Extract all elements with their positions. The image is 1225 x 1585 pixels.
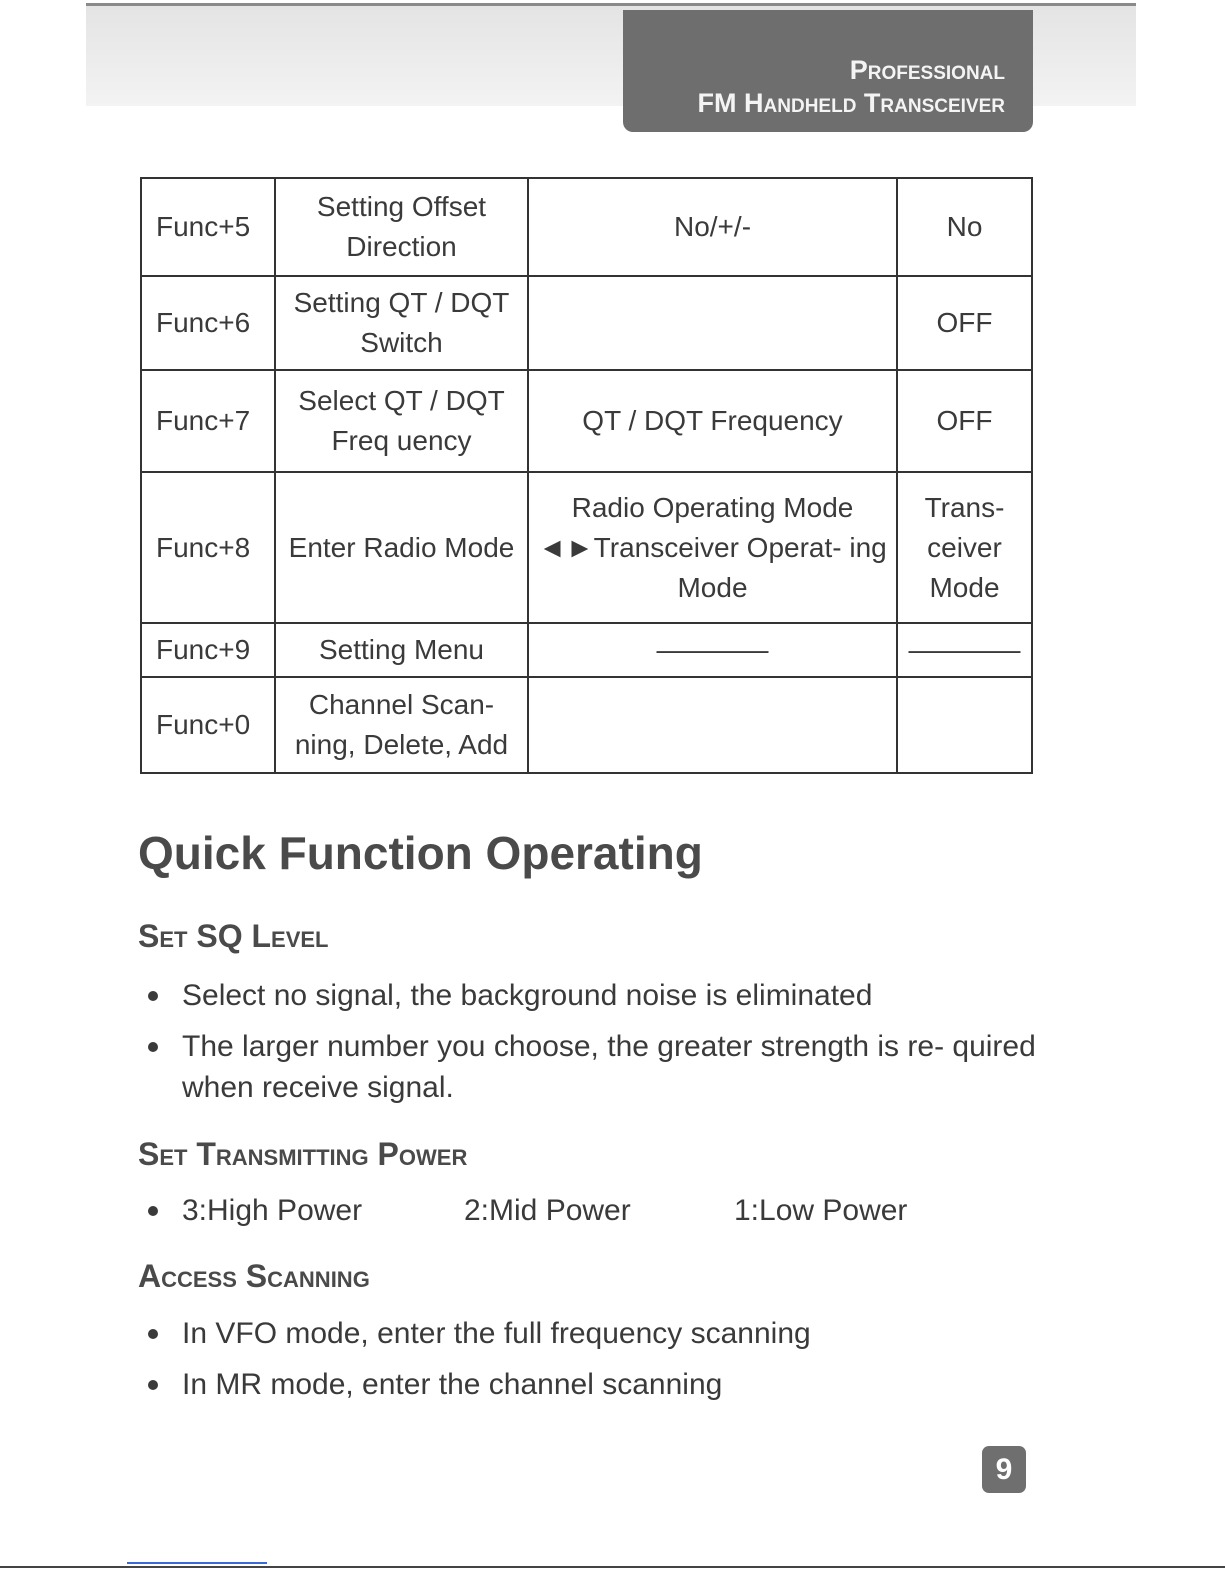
- function-cell: Channel Scan- ning, Delete, Add: [275, 677, 528, 773]
- function-cell: Select QT / DQT Freq uency: [275, 370, 528, 472]
- list-item: In VFO mode, enter the full frequency scanning: [148, 1313, 1038, 1354]
- options-cell: No/+/-: [528, 178, 897, 276]
- bottom-rule: [0, 1566, 1225, 1568]
- header-line-2: FM Handheld Transceiver: [697, 88, 1005, 118]
- section-heading-sq: Set SQ Level: [138, 918, 329, 954]
- key-cell: Func+7: [141, 370, 275, 472]
- table-row: [141, 677, 1032, 773]
- list-item: In MR mode, enter the channel scanning: [148, 1364, 1038, 1405]
- section-heading-power: Set Transmitting Power: [138, 1136, 468, 1172]
- sq-bullet-list: [148, 975, 1038, 1118]
- list-item: The larger number you choose, the greater strength is re- quired when receive signal.: [148, 1026, 1038, 1108]
- options-cell: QT / DQT Frequency: [528, 370, 897, 472]
- table-row: [141, 178, 1032, 276]
- list-item: [148, 1190, 1038, 1231]
- function-cell: Setting Offset Direction: [275, 178, 528, 276]
- page-number: 9: [982, 1446, 1026, 1493]
- function-cell: Enter Radio Mode: [275, 472, 528, 623]
- default-cell: OFF: [897, 370, 1032, 472]
- options-cell: [528, 276, 897, 370]
- header-line-1: Professional: [849, 55, 1005, 85]
- power-option-high: 3:High Power: [182, 1194, 363, 1227]
- page-title: Quick Function Operating: [138, 827, 703, 879]
- function-cell: Setting Menu: [275, 623, 528, 677]
- key-cell: Func+5: [141, 178, 275, 276]
- section-heading-scan: Access Scanning: [138, 1258, 370, 1294]
- default-cell: OFF: [897, 276, 1032, 370]
- options-cell: [528, 677, 897, 773]
- table-row: [141, 370, 1032, 472]
- header-tab: [623, 10, 1033, 132]
- power-option-mid: 2:Mid Power: [464, 1194, 631, 1227]
- power-option-low: 1:Low Power: [734, 1194, 908, 1227]
- default-cell: [897, 677, 1032, 773]
- key-cell: Func+9: [141, 623, 275, 677]
- options-cell: Radio Operating Mode ◄►Transceiver Operat- ing Mode: [528, 472, 897, 623]
- options-cell: ————: [528, 623, 897, 677]
- power-bullet-list: [148, 1190, 1038, 1241]
- function-table: [140, 177, 1033, 774]
- list-item: Select no signal, the background noise is eliminated: [148, 975, 1038, 1016]
- key-cell: Func+8: [141, 472, 275, 623]
- default-cell: ————: [897, 623, 1032, 677]
- key-cell: Func+0: [141, 677, 275, 773]
- bottom-link-mark: [127, 1562, 267, 1564]
- header-title: [698, 54, 1005, 120]
- function-cell: Setting QT / DQT Switch: [275, 276, 528, 370]
- table-row: [141, 472, 1032, 623]
- default-cell: Trans- ceiver Mode: [897, 472, 1032, 623]
- key-cell: Func+6: [141, 276, 275, 370]
- default-cell: No: [897, 178, 1032, 276]
- scan-bullet-list: [148, 1313, 1038, 1415]
- table-row: [141, 276, 1032, 370]
- table-row: [141, 623, 1032, 677]
